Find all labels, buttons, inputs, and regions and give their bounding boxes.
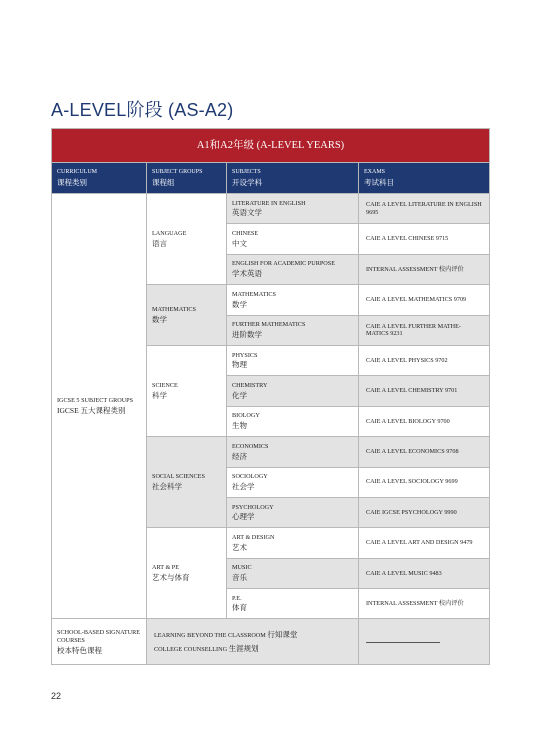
subject-cell: ECONOMICS 经济	[227, 437, 359, 467]
college-counselling-line: COLLEGE COUNSELLING 生涯规划	[154, 643, 259, 653]
group-mathematics: MATHEMATICS 数学	[147, 285, 227, 346]
subject-cell: PHYSICS 物理	[227, 345, 359, 375]
exam-cell: CAIE A LEVEL CHEMISTRY 9701	[359, 376, 490, 406]
subject-cell: ENGLISH FOR ACADEMIC PURPOSE 学术英语	[227, 254, 359, 284]
header-curriculum: CURRICULUM 课程类别	[52, 163, 147, 194]
exam-cell: CAIE A LEVEL MATHEMATICS 9709	[359, 285, 490, 315]
school-based-courses	[147, 619, 359, 665]
subject-cell: SOCIOLOGY 社会学	[227, 467, 359, 497]
subject-cell: BIOLOGY 生物	[227, 406, 359, 436]
exam-cell: CAIE IGCSE PSYCHOLOGY 9990	[359, 497, 490, 527]
table-row	[52, 194, 490, 224]
group-social-sciences: SOCIAL SCIENCES 社会科学	[147, 437, 227, 528]
exam-cell: INTERNAL ASSESSMENT 校内评价	[359, 254, 490, 284]
group-science: SCIENCE 科学	[147, 345, 227, 436]
header-exams: EXAMS 考试科目	[359, 163, 490, 194]
exam-cell: CAIE A LEVEL SOCIOLOGY 9699	[359, 467, 490, 497]
group-language: LANGUAGE 语言	[147, 194, 227, 285]
subject-cell: MUSIC 音乐	[227, 558, 359, 588]
subject-cell: FURTHER MATHEMATICS 进阶数学	[227, 315, 359, 345]
exam-cell: CAIE A LEVEL MUSIC 9483	[359, 558, 490, 588]
beyond-classroom-line: LEARNING BEYOND THE CLASSROOM 行知课堂	[154, 630, 298, 640]
exam-cell: CAIE A LEVEL PHYSICS 9702	[359, 345, 490, 375]
exam-cell-empty	[359, 619, 490, 665]
table-banner: A1和A2年级 (A-LEVEL YEARS)	[52, 129, 490, 163]
subject-cell: LITERATURE IN ENGLISH 英语文学	[227, 194, 359, 224]
header-subject-groups: SUBJECT GROUPS 课程组	[147, 163, 227, 194]
exam-cell: CAIE A LEVEL CHINESE 9715	[359, 224, 490, 254]
subject-cell: ART & DESIGN 艺术	[227, 528, 359, 558]
table-row	[52, 619, 490, 665]
page-number: 22	[51, 691, 62, 701]
exam-cell: CAIE A LEVEL FURTHER MATHE- MATICS 9231	[359, 315, 490, 345]
exam-cell: CAIE A LEVEL LITERATURE IN ENGLISH 9695	[359, 194, 490, 224]
curriculum-cell: IGCSE 5 SUBJECT GROUPS IGCSE 五大课程类别	[52, 194, 147, 619]
blank-line	[366, 642, 440, 643]
subject-cell: CHINESE 中文	[227, 224, 359, 254]
exam-cell: CAIE A LEVEL BIOLOGY 9700	[359, 406, 490, 436]
exam-cell: CAIE A LEVEL ECONOMICS 9708	[359, 437, 490, 467]
subject-cell: MATHEMATICS 数学	[227, 285, 359, 315]
header-subjects: SUBJECTS 开设学科	[227, 163, 359, 194]
page-title: A-LEVEL阶段 (AS-A2)	[51, 100, 234, 120]
curriculum-table	[51, 128, 490, 665]
school-based-cell: SCHOOL-BASED SIGNATURE COURSES 校本特色课程	[52, 619, 147, 665]
exam-cell: CAIE A LEVEL ART AND DESIGN 9479	[359, 528, 490, 558]
subject-cell: CHEMISTRY 化学	[227, 376, 359, 406]
subject-cell: P.E. 体育	[227, 589, 359, 619]
subject-cell: PSYCHOLOGY 心理学	[227, 497, 359, 527]
group-art-pe: ART & PE 艺术与体育	[147, 528, 227, 619]
exam-cell: INTERNAL ASSESSMENT 校内评价	[359, 589, 490, 619]
